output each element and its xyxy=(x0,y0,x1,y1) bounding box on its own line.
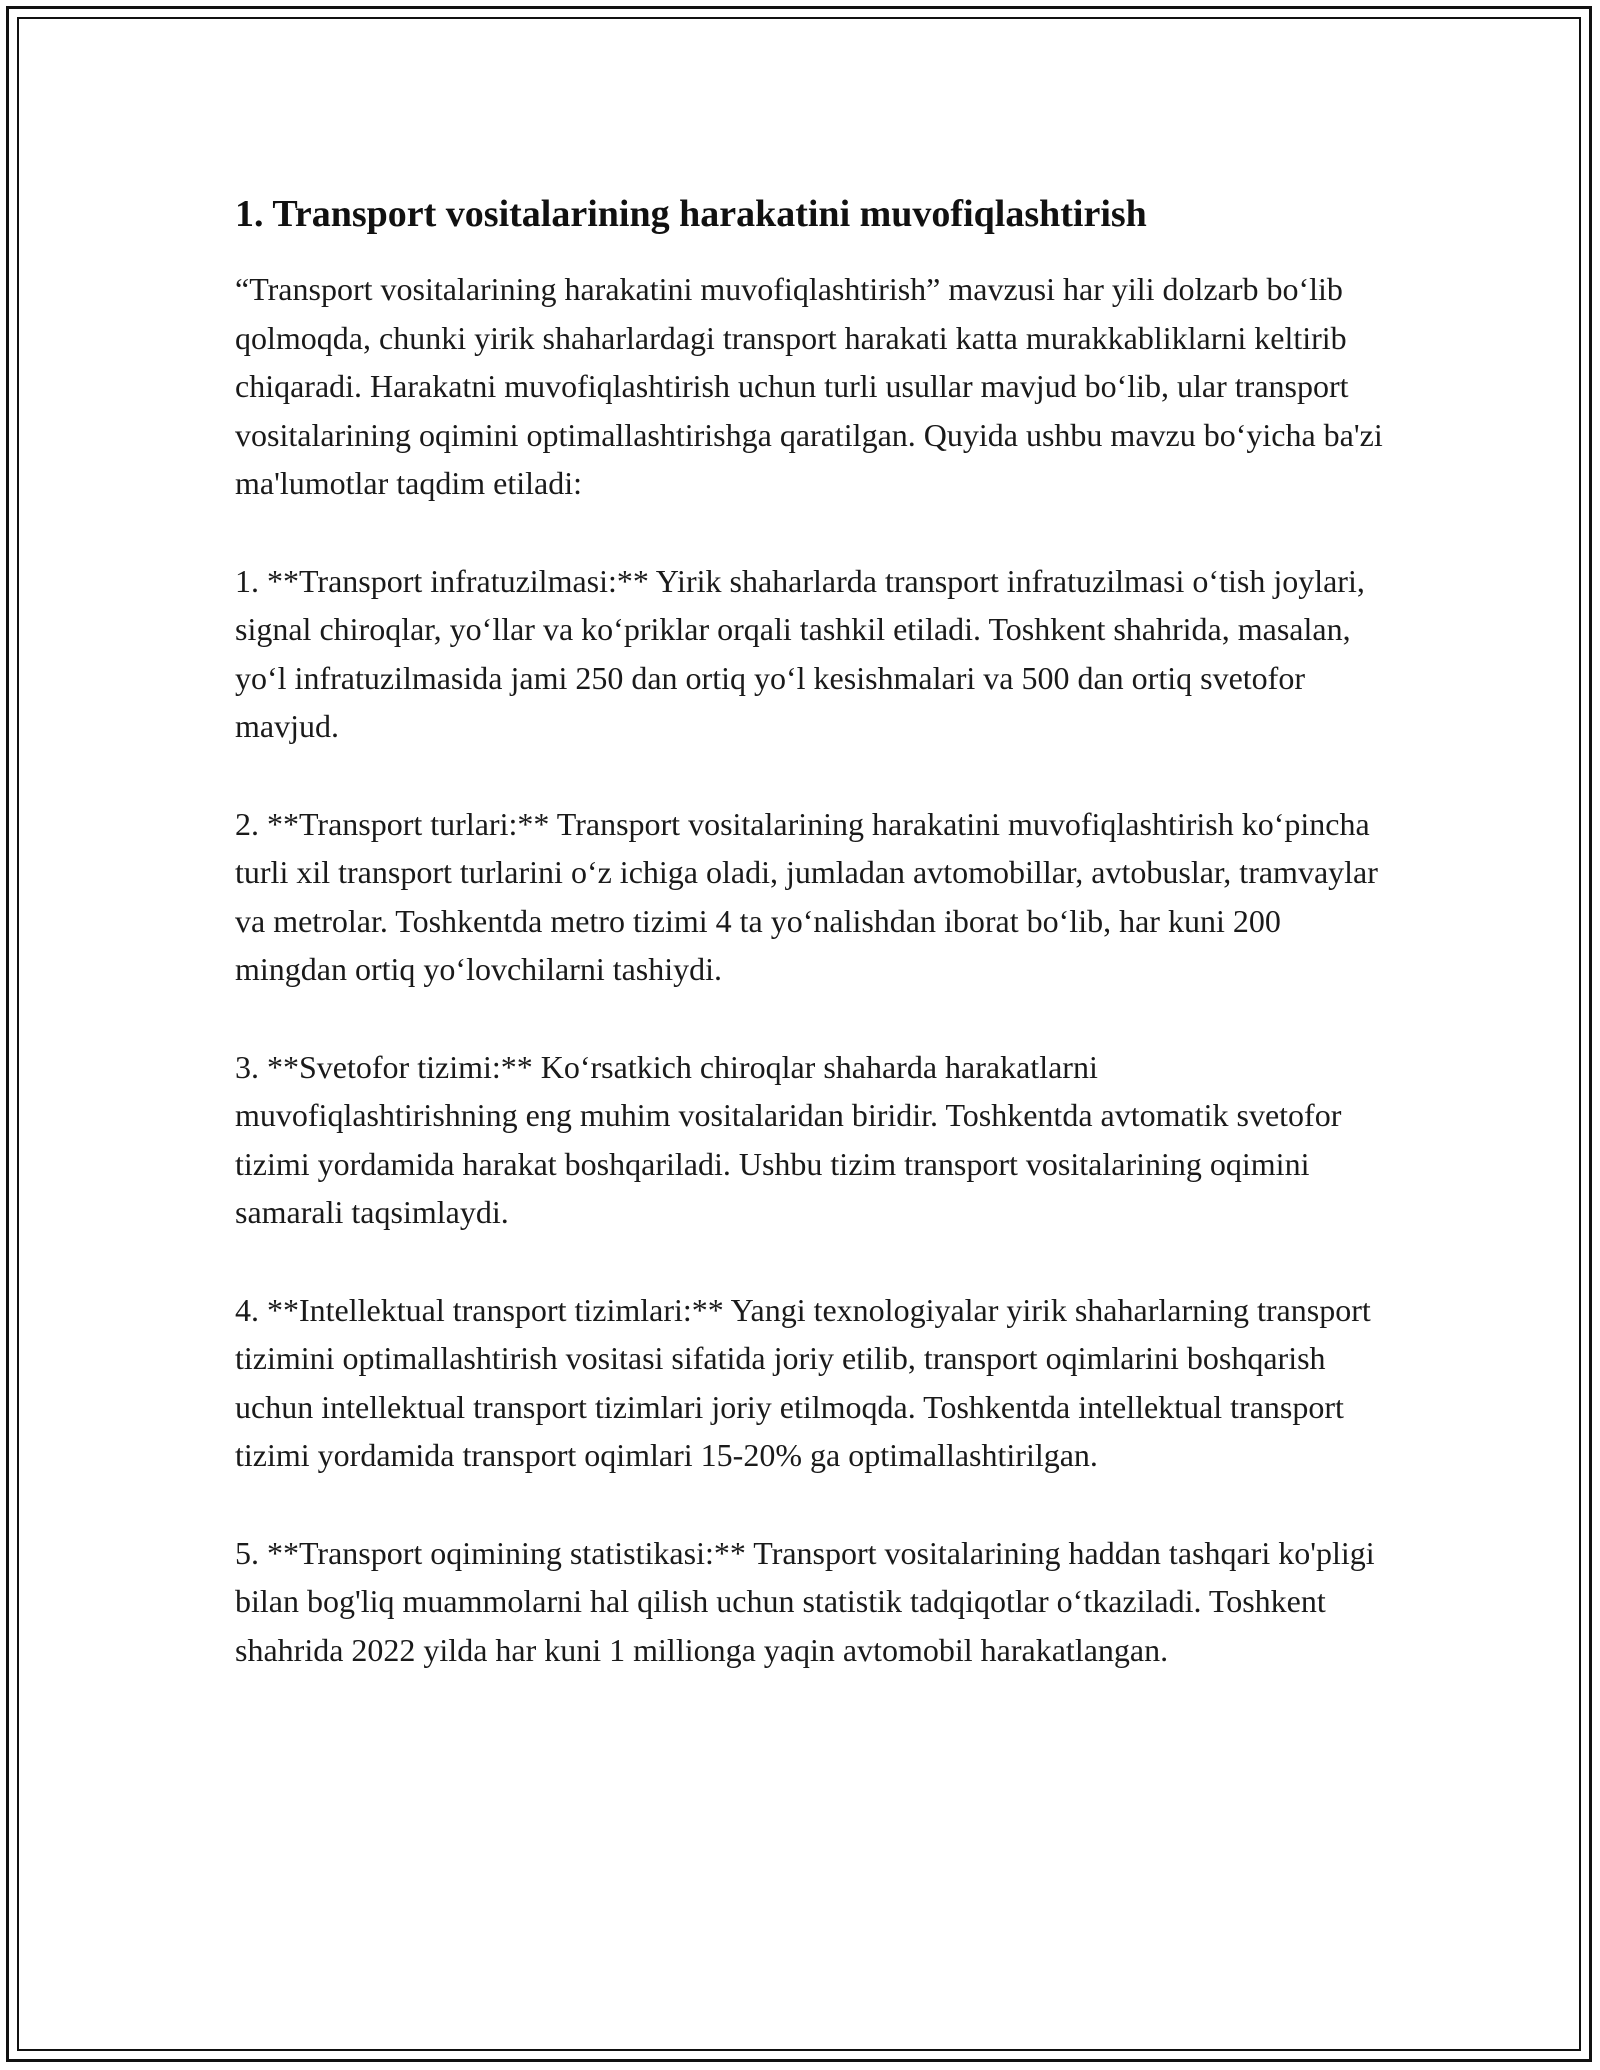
document-body xyxy=(235,185,1385,1723)
intro-paragraph: “Transport vositalarining harakatini muvofiqlashtirish” mavzusi har yili dolzarb bo‘lib qolmoqda, chunki yirik shaharlardagi transport harakati katta murakkabliklarni keltirib chiqaradi. Harakatni muvofiqlashtirish uchun turli usullar mavjud bo‘lib, ular transport vositalarining oqimini optimallashtirishga qaratilgan. Quyida ushbu mavzu bo‘yicha ba'zi ma'lumotlar taqdim etiladi: xyxy=(235,271,1383,501)
paragraph-intelligent-systems: 4. **Intellektual transport tizimlari:** Yangi texnologiyalar yirik shaharlarning transport tizimini optimallashtirish vositasi sifatida joriy etilib, transport oqimlarini boshqarish uchun intellektual transport tizimlari joriy etilmoqda. Toshkentda intellektual transport tizimi yordamida transport oqimlari 15-20% ga optimallashtirilgan. xyxy=(235,1291,1371,1473)
paragraph-statistics: 5. **Transport oqimining statistikasi:** Transport vositalarining haddan tashqari ko'pligi bilan bog'liq muammolarni hal qilish uchun statistik tadqiqotlar o‘tkaziladi. Toshkent shahrida 2022 yilda har kuni 1 millionga yaqin avtomobil harakatlangan. xyxy=(235,1534,1375,1668)
paragraph-traffic-lights: 3. **Svetofor tizimi:** Ko‘rsatkich chiroqlar shaharda harakatlarni muvofiqlashtirishning eng muhim vositalaridan biridir. Toshkentda avtomatik svetofor tizimi yordamida harakat boshqariladi. Ushbu tizim transport vositalarining oqimini samarali taqsimlaydi. xyxy=(235,1048,1342,1230)
paragraph-transport-types: 2. **Transport turlari:** Transport vositalarining harakatini muvofiqlashtirish ko‘pincha turli xil transport turlarini o‘z ichiga oladi, jumladan avtomobillar, avtobuslar, tramvaylar va metrolar. Toshkentda metro tizimi 4 ta yo‘nalishdan iborat bo‘lib, har kuni 200 mingdan ortiq yo‘lovchilarni tashiydi. xyxy=(235,805,1378,987)
paragraph-infrastructure: 1. **Transport infratuzilmasi:** Yirik shaharlarda transport infratuzilmasi o‘tish joylari, signal chiroqlar, yo‘llar va ko‘priklar orqali tashkil etiladi. Toshkent shahrida, masalan, yo‘l infratuzilmasida jami 250 dan ortiq yo‘l kesishmalari va 500 dan ortiq svetofor mavjud. xyxy=(235,562,1365,744)
document-title: 1. Transport vositalarining harakatini muvofiqlashtirish xyxy=(235,193,1147,235)
